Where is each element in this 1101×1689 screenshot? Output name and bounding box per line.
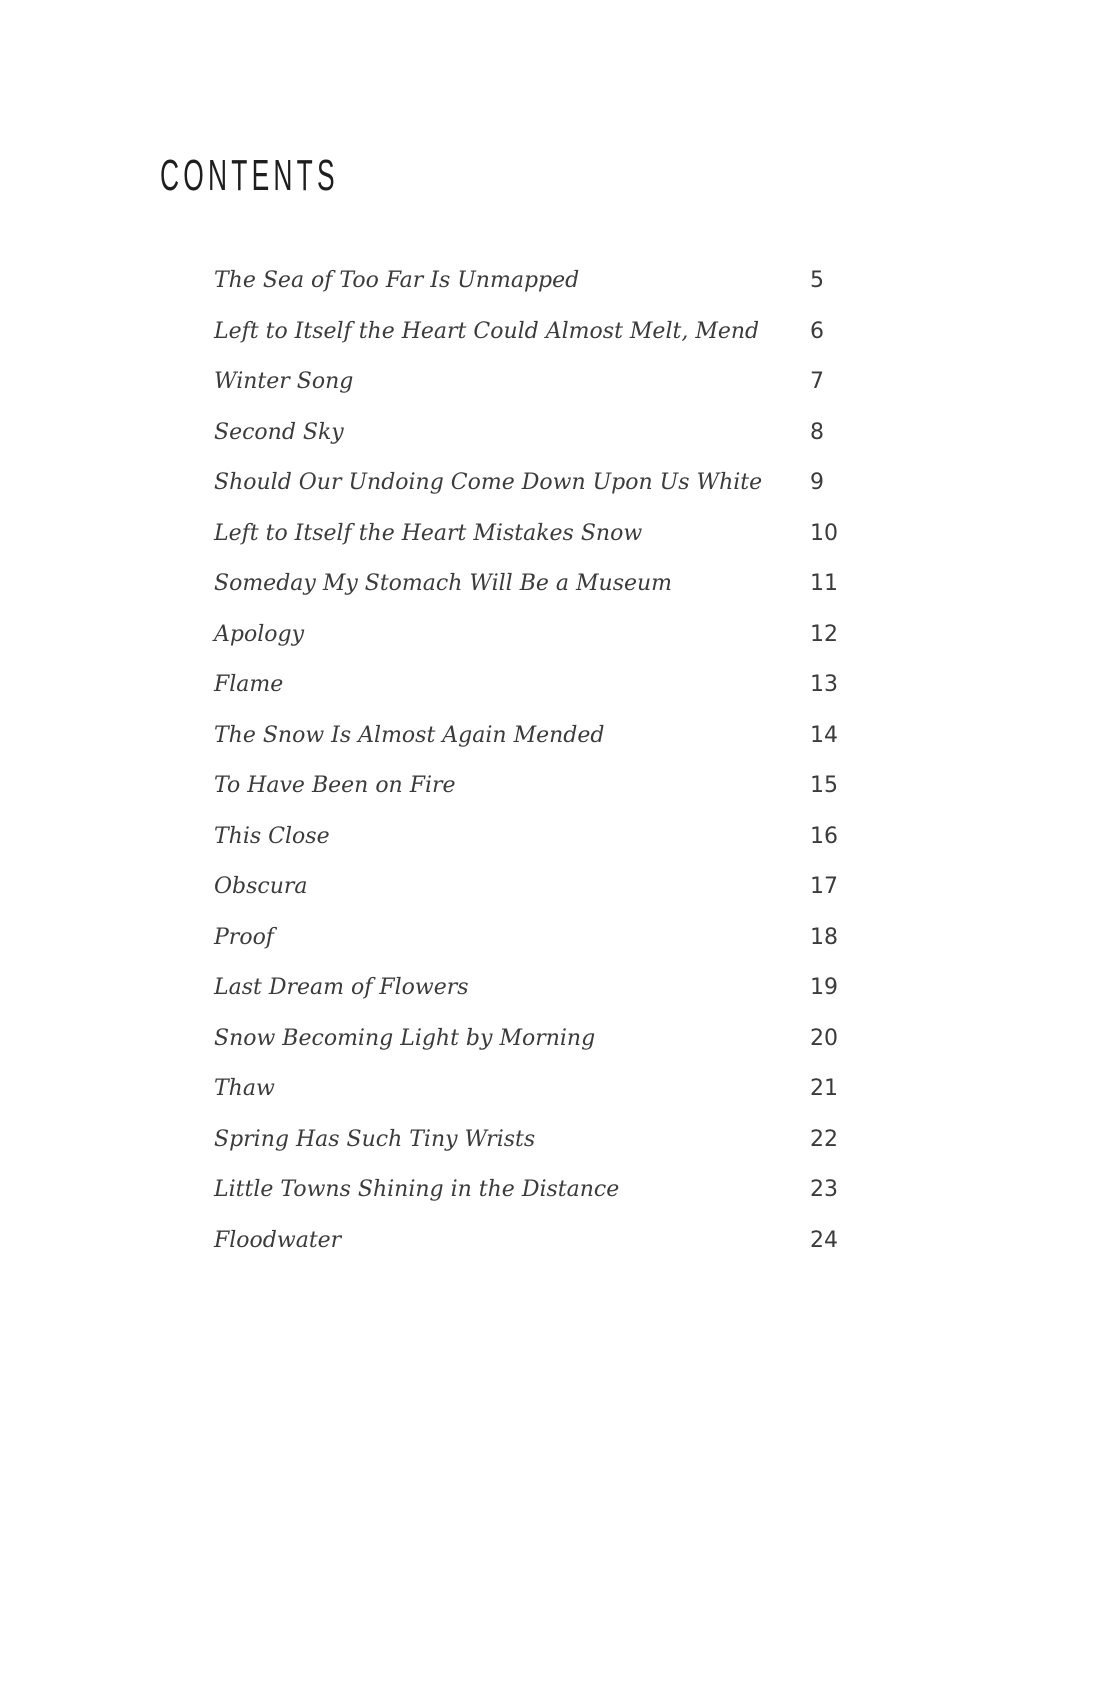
- toc-entry-page: 15: [810, 773, 838, 798]
- toc-entry: [214, 913, 854, 964]
- toc-entry: [214, 1216, 854, 1267]
- toc-entry-title: Winter Song: [214, 369, 354, 394]
- toc-entry: [214, 307, 854, 358]
- toc-entry-title: This Close: [214, 823, 330, 849]
- toc-entry: [214, 559, 854, 610]
- toc-entry: [214, 458, 854, 509]
- toc-entry-page: 20: [810, 1025, 838, 1051]
- toc-entry: [214, 711, 854, 762]
- toc-entry-title: Floodwater: [214, 1227, 342, 1253]
- toc-entry-page: 22: [810, 1126, 838, 1152]
- toc-entry-title: Apology: [214, 621, 305, 647]
- toc-entry-page: 6: [810, 318, 824, 344]
- page-title: CONTENTS: [160, 151, 339, 200]
- toc-entry-page: 8: [810, 419, 824, 445]
- toc-entry-page: 9: [810, 470, 824, 495]
- toc-entry-page: 13: [810, 672, 838, 697]
- toc-entry-title: The Sea of Too Far Is Unmapped: [214, 268, 580, 293]
- toc-entry-title: Left to Itself the Heart Could Almost Melt, Mend: [214, 318, 760, 344]
- toc-entry: [214, 408, 854, 459]
- toc-entry-page: 14: [810, 722, 838, 748]
- toc-entry: [214, 1165, 854, 1216]
- toc-entry: [214, 963, 854, 1014]
- toc-entry: [214, 660, 854, 711]
- toc-entry-page: 21: [810, 1076, 838, 1101]
- toc-entry: [214, 862, 854, 913]
- toc-entry-page: 24: [810, 1227, 838, 1253]
- toc-entry-title: The Snow Is Almost Again Mended: [214, 722, 605, 748]
- toc-entry-page: 19: [810, 975, 838, 1000]
- toc-entry-title: Spring Has Such Tiny Wrists: [214, 1126, 536, 1152]
- toc-entry-page: 7: [810, 369, 824, 394]
- toc-entry-title: Someday My Stomach Will Be a Museum: [214, 571, 673, 596]
- toc-entry: [214, 509, 854, 560]
- toc-entry-title: Little Towns Shining in the Distance: [214, 1177, 620, 1202]
- toc-entry-page: 17: [810, 874, 838, 899]
- toc-entry-title: Thaw: [214, 1076, 275, 1101]
- toc-entry-page: 23: [810, 1177, 838, 1202]
- toc-entry-title: Last Dream of Flowers: [214, 975, 469, 1000]
- toc-entry-page: 10: [810, 520, 838, 546]
- toc-entry-page: 16: [810, 823, 838, 849]
- toc-entry-title: Should Our Undoing Come Down Upon Us White: [214, 470, 763, 495]
- toc-entry-page: 18: [810, 924, 838, 950]
- toc-entry-page: 12: [810, 621, 838, 647]
- toc-entry: [214, 256, 854, 307]
- toc-entry: [214, 357, 854, 408]
- toc-entry-page: 5: [810, 268, 824, 293]
- toc-entry: [214, 1064, 854, 1115]
- toc-entry-title: Second Sky: [214, 419, 344, 445]
- toc-entry-title: Proof: [214, 924, 274, 950]
- toc-entry: [214, 610, 854, 661]
- table-of-contents: [214, 256, 854, 1266]
- toc-entry-title: Snow Becoming Light by Morning: [214, 1025, 596, 1051]
- toc-entry: [214, 1014, 854, 1065]
- toc-entry: [214, 761, 854, 812]
- toc-entry-page: 11: [810, 571, 838, 596]
- toc-entry-title: Left to Itself the Heart Mistakes Snow: [214, 520, 643, 546]
- toc-entry: [214, 1115, 854, 1166]
- toc-entry-title: Obscura: [214, 874, 308, 899]
- toc-entry-title: Flame: [214, 672, 284, 697]
- toc-entry-title: To Have Been on Fire: [214, 773, 456, 798]
- toc-entry: [214, 812, 854, 863]
